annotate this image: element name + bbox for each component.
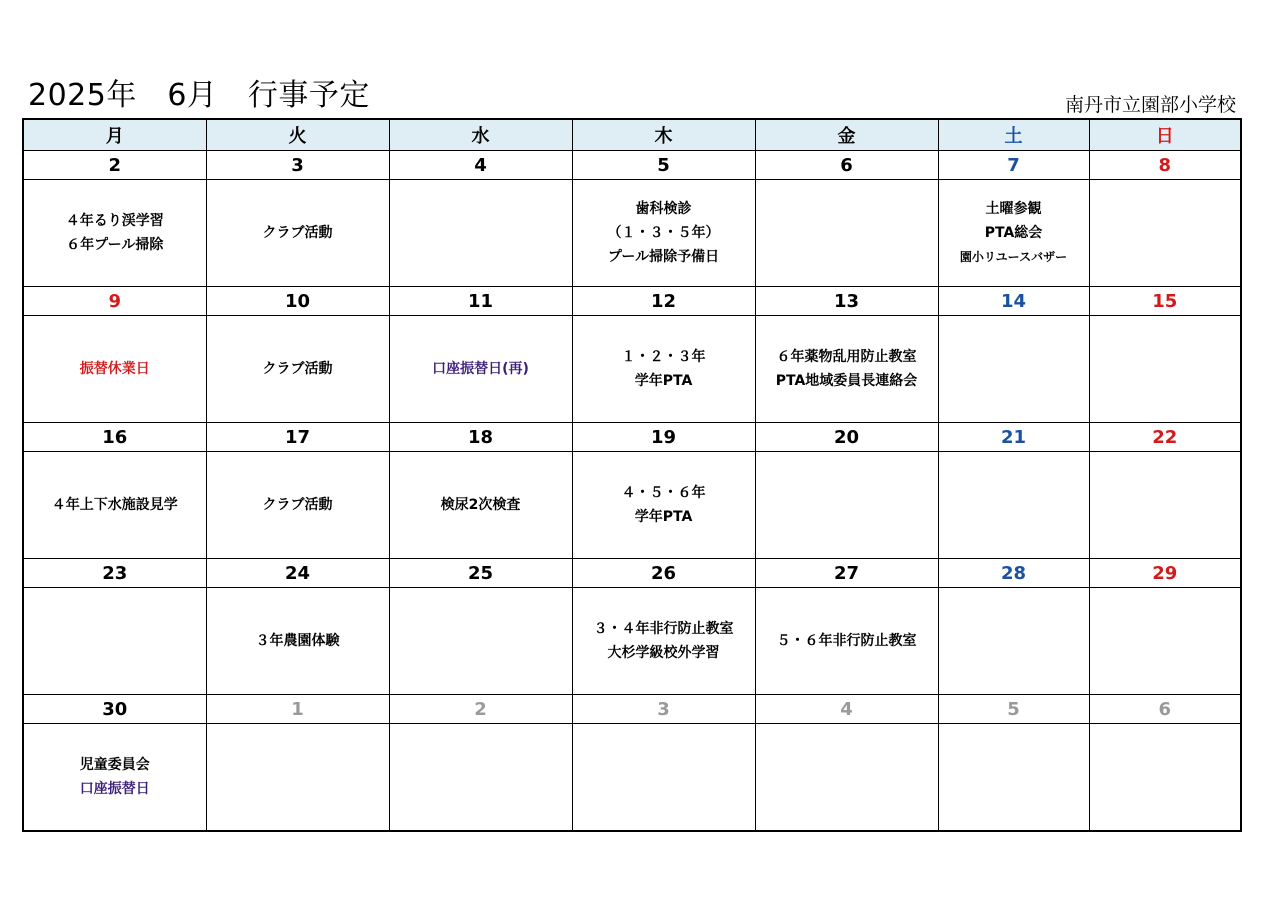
event-text: 学年PTA [634,373,693,390]
event-cell [1089,588,1241,695]
event-cell [755,316,938,423]
date-cell-next-month: 3 [572,694,755,723]
event-cell [572,452,755,559]
event-cell [572,180,755,287]
event-text: ５・６年非行防止教室 [776,633,917,650]
date-cell: 13 [755,286,938,315]
date-cell: 26 [572,558,755,587]
event-text: 園小リユースバザー [959,250,1068,265]
event-text: ３・４年非行防止教室 [593,621,734,638]
page-title: 2025年 6月 行事予定 [28,78,370,113]
date-cell-next-month: 1 [206,694,389,723]
event-cell [206,180,389,287]
event-text: 大杉学級校外学習 [607,645,720,662]
date-cell: 25 [389,558,572,587]
event-cell [938,316,1089,423]
event-text: ４・５・６年 [621,485,706,502]
event-text: 児童委員会 [79,757,150,774]
date-cell: 18 [389,422,572,451]
event-cell [572,316,755,423]
event-cell [1089,452,1241,559]
weekday-header-tue: 火 [206,119,389,151]
event-text: クラブ活動 [262,225,333,242]
event-cell [389,452,572,559]
event-text: ６年プール掃除 [66,237,164,254]
event-text: 歯科検診 [635,201,692,218]
event-cell [206,316,389,423]
event-text: ４年上下水施設見学 [51,497,178,514]
event-text-holiday: 振替休業日 [79,361,150,378]
date-cell: 6 [755,151,938,180]
date-cell-sunday: 8 [1089,151,1241,180]
event-cell [755,724,938,831]
event-cell [23,588,206,695]
event-cell [389,724,572,831]
date-cell: 5 [572,151,755,180]
event-text: 土曜参観 [985,201,1042,218]
event-text: ３年農園体験 [255,633,340,650]
event-cell [755,588,938,695]
event-cell [938,588,1089,695]
date-cell-next-month: 5 [938,694,1089,723]
event-cell [389,180,572,287]
date-cell: 2 [23,151,206,180]
date-cell: 16 [23,422,206,451]
date-cell: 12 [572,286,755,315]
date-cell: 3 [206,151,389,180]
date-cell-holiday: 9 [23,286,206,315]
date-cell: 20 [755,422,938,451]
date-cell: 27 [755,558,938,587]
event-cell [23,452,206,559]
date-cell-saturday: 28 [938,558,1089,587]
event-text: クラブ活動 [262,497,333,514]
date-cell: 19 [572,422,755,451]
event-cell [938,724,1089,831]
weekday-header-sat: 土 [938,119,1089,151]
event-cell [755,452,938,559]
weekday-header-thu: 木 [572,119,755,151]
event-cell [938,180,1089,287]
weekday-header-wed: 水 [389,119,572,151]
date-cell-next-month: 6 [1089,694,1241,723]
weekday-header-sun: 日 [1089,119,1241,151]
event-cell [1089,316,1241,423]
date-cell-saturday: 21 [938,422,1089,451]
event-cell [572,724,755,831]
event-text: PTA総会 [984,225,1043,242]
date-cell: 10 [206,286,389,315]
event-cell [206,452,389,559]
date-cell-saturday: 7 [938,151,1089,180]
event-cell [389,588,572,695]
event-cell [23,180,206,287]
school-name: 南丹市立園部小学校 [1064,94,1236,116]
date-cell: 11 [389,286,572,315]
event-cell [1089,724,1241,831]
date-cell-sunday: 29 [1089,558,1241,587]
event-text: PTA地域委員長連絡会 [775,373,918,390]
event-text: ６年薬物乱用防止教室 [776,349,917,366]
event-text-account-transfer: 口座振替日(再) [432,361,529,378]
date-cell-next-month: 2 [389,694,572,723]
event-text: 検尿2次検査 [440,497,521,514]
date-cell: 23 [23,558,206,587]
event-cell [206,724,389,831]
event-cell [755,180,938,287]
event-cell [1089,180,1241,287]
event-text: ４年るり渓学習 [65,213,164,230]
event-text: （１・３・５年） [607,225,720,242]
event-cell [389,316,572,423]
calendar-table [22,118,1242,832]
date-cell-next-month: 4 [755,694,938,723]
date-cell: 4 [389,151,572,180]
event-cell [23,316,206,423]
date-cell: 17 [206,422,389,451]
event-cell [938,452,1089,559]
date-cell: 24 [206,558,389,587]
date-cell-sunday: 15 [1089,286,1241,315]
event-cell [23,724,206,831]
event-text: 学年PTA [634,509,693,526]
date-cell-sunday: 22 [1089,422,1241,451]
event-text: プール掃除予備日 [607,249,720,266]
event-text: クラブ活動 [262,361,333,378]
date-cell-saturday: 14 [938,286,1089,315]
weekday-header-mon: 月 [23,119,206,151]
weekday-header-fri: 金 [755,119,938,151]
event-text-account-transfer: 口座振替日 [79,781,150,798]
date-cell: 30 [23,694,206,723]
event-cell [206,588,389,695]
event-cell [572,588,755,695]
event-text: １・２・３年 [621,349,706,366]
